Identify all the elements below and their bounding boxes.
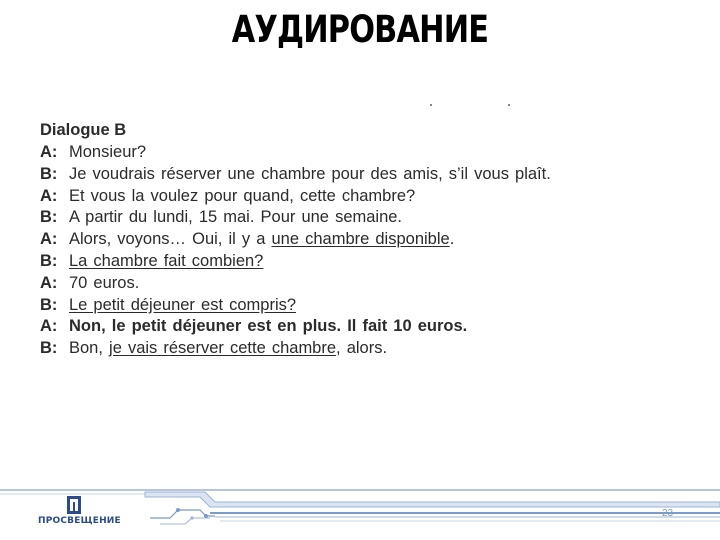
dialogue-line <box>40 186 680 208</box>
underlined-phrase: une chambre disponible <box>271 230 450 249</box>
dialogue-text: Et vous la voulez pour quand, cette chambre? <box>69 186 416 205</box>
scan-dot <box>430 104 432 106</box>
speaker-label: A: <box>40 230 58 249</box>
underlined-phrase: je vais réserver cette chambre <box>109 339 337 358</box>
dialogue-text: 70 euros. <box>69 273 140 292</box>
footer-decoration <box>0 488 720 540</box>
slide-title: АУДИРОВАНИЕ <box>231 8 489 51</box>
dialogue-text: A partir du lundi, 15 mai. Pour une semaine. <box>69 208 403 227</box>
underlined-phrase: Le petit déjeuner est compris? <box>69 295 297 314</box>
dialogue-text: Alors, voyons… Oui, il y a <box>69 230 272 249</box>
dialogue-text: Bon, <box>69 339 110 358</box>
publisher-logo-icon <box>67 496 81 514</box>
dialogue-line <box>40 142 680 164</box>
dialogue-line <box>40 295 680 317</box>
dialogue-lines <box>40 142 680 360</box>
dialogue-line <box>40 164 680 186</box>
dialogue-text: Je voudrais réserver une chambre pour des amis, s’il vous plaît. <box>69 164 551 183</box>
speaker-label: A: <box>40 317 58 336</box>
speaker-label: B: <box>40 208 58 227</box>
scan-dot <box>508 104 510 106</box>
dialogue-line <box>40 316 680 338</box>
speaker-label: B: <box>40 251 58 270</box>
dialogue-text: . <box>449 230 455 249</box>
dialogue-line <box>40 251 680 273</box>
dialogue-line <box>40 273 680 295</box>
speaker-label: A: <box>40 143 58 161</box>
dialogue-block <box>40 118 680 360</box>
dialogue-text: Non, le petit déjeuner est en plus. Il fait 10 euros. <box>69 317 468 336</box>
speaker-label: B: <box>40 339 58 358</box>
speaker-label: B: <box>40 164 58 183</box>
dialogue-text: Monsieur? <box>69 143 147 161</box>
dialogue-heading: Dialogue B <box>40 121 127 139</box>
publisher-logo-text: ПРОСВЕЩЕНИЕ <box>38 516 121 526</box>
dialogue-line <box>40 207 680 229</box>
dialogue-line <box>40 338 680 360</box>
underlined-phrase: La chambre fait combien? <box>69 251 264 270</box>
dialogue-text: , alors. <box>336 339 388 358</box>
speaker-label: B: <box>40 295 58 314</box>
speaker-label: A: <box>40 273 58 292</box>
dialogue-line <box>40 229 680 251</box>
page-number: 23 <box>662 508 674 519</box>
speaker-label: A: <box>40 186 58 205</box>
